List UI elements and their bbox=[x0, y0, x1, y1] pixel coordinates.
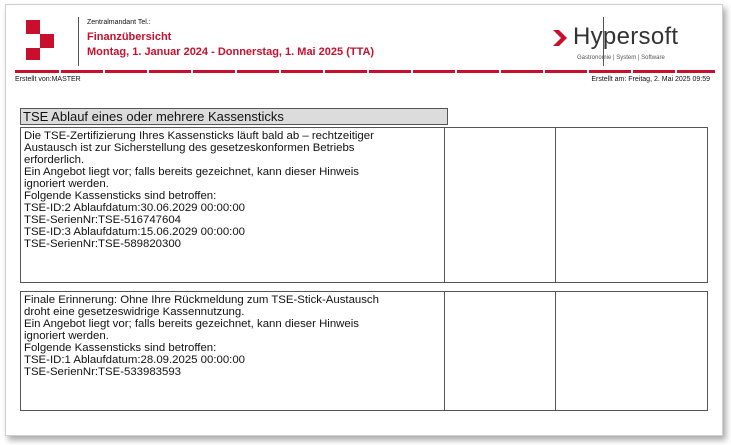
table-row bbox=[20, 291, 708, 411]
entry-line: Ein Angebot liegt vor; falls bereits gezeichnet, kann dieser Hinweis bbox=[24, 318, 359, 330]
entry-line: ignoriert werden. bbox=[24, 178, 109, 190]
entry-line: Folgende Kassensticks sind betroffen: bbox=[24, 342, 217, 354]
entry-line: TSE-ID:3 Ablaufdatum:15.06.2029 00:00:00 bbox=[24, 226, 246, 238]
company-logo bbox=[26, 20, 62, 60]
report-date-range: Montag, 1. Januar 2024 - Donnerstag, 1. Mai 2025 (TTA) bbox=[87, 46, 375, 58]
entry-text bbox=[24, 130, 374, 250]
header-label: Zentralmandant Tel.: bbox=[87, 19, 151, 26]
created-at: Erstellt am: Freitag, 2. Mai 2025 09:59 bbox=[591, 76, 710, 83]
entry-line: Austausch ist zur Sicherstellung des gesetzeskonformen Betriebs bbox=[24, 142, 355, 154]
entry-line: TSE-ID:1 Ablaufdatum:28.09.2025 00:00:00 bbox=[24, 354, 246, 366]
entry-line: Ein Angebot liegt vor; falls bereits gezeichnet, kann dieser Hinweis bbox=[24, 166, 359, 178]
row-text-cell bbox=[21, 292, 445, 410]
entry-line: Die TSE-Zertifizierung Ihres Kassensticks läuft bald ab – rechtzeitiger bbox=[24, 130, 374, 142]
report-title: Finanzübersicht bbox=[87, 31, 172, 43]
row-text-cell bbox=[21, 128, 445, 282]
report-page bbox=[5, 4, 723, 436]
hypersoft-arrow-icon bbox=[553, 30, 569, 46]
entry-line: Folgende Kassensticks sind betroffen: bbox=[24, 190, 217, 202]
entry-line: droht eine gesetzeswidrige Kassennutzung. bbox=[24, 306, 245, 318]
report-header bbox=[78, 17, 604, 66]
hypersoft-logo bbox=[551, 23, 711, 67]
row-empty-cell bbox=[445, 128, 556, 282]
entry-line: TSE-SerienNr:TSE-589820300 bbox=[24, 238, 182, 250]
entry-line: TSE-ID:2 Ablaufdatum:30.06.2029 00:00:00 bbox=[24, 202, 246, 214]
table-row bbox=[20, 127, 708, 283]
header-stripe bbox=[15, 70, 715, 73]
entry-line: Finale Erinnerung: Ohne Ihre Rückmeldung zum TSE-Stick-Austausch bbox=[24, 294, 379, 306]
entry-line: ignoriert werden. bbox=[24, 330, 109, 342]
entry-line: erforderlich. bbox=[24, 154, 85, 166]
entry-line: TSE-SerienNr:TSE-533983593 bbox=[24, 366, 182, 378]
entry-line: TSE-SerienNr:TSE-516747604 bbox=[24, 214, 182, 226]
section-title: TSE Ablauf eines oder mehrere Kassensticks bbox=[20, 108, 448, 125]
created-by: Erstellt von:MASTER bbox=[15, 76, 81, 83]
row-empty-cell bbox=[445, 292, 556, 410]
brand-name: Hypersoft bbox=[573, 23, 679, 50]
brand-tagline: Gastronomie | System | Software bbox=[577, 55, 665, 61]
entry-text bbox=[24, 294, 379, 378]
